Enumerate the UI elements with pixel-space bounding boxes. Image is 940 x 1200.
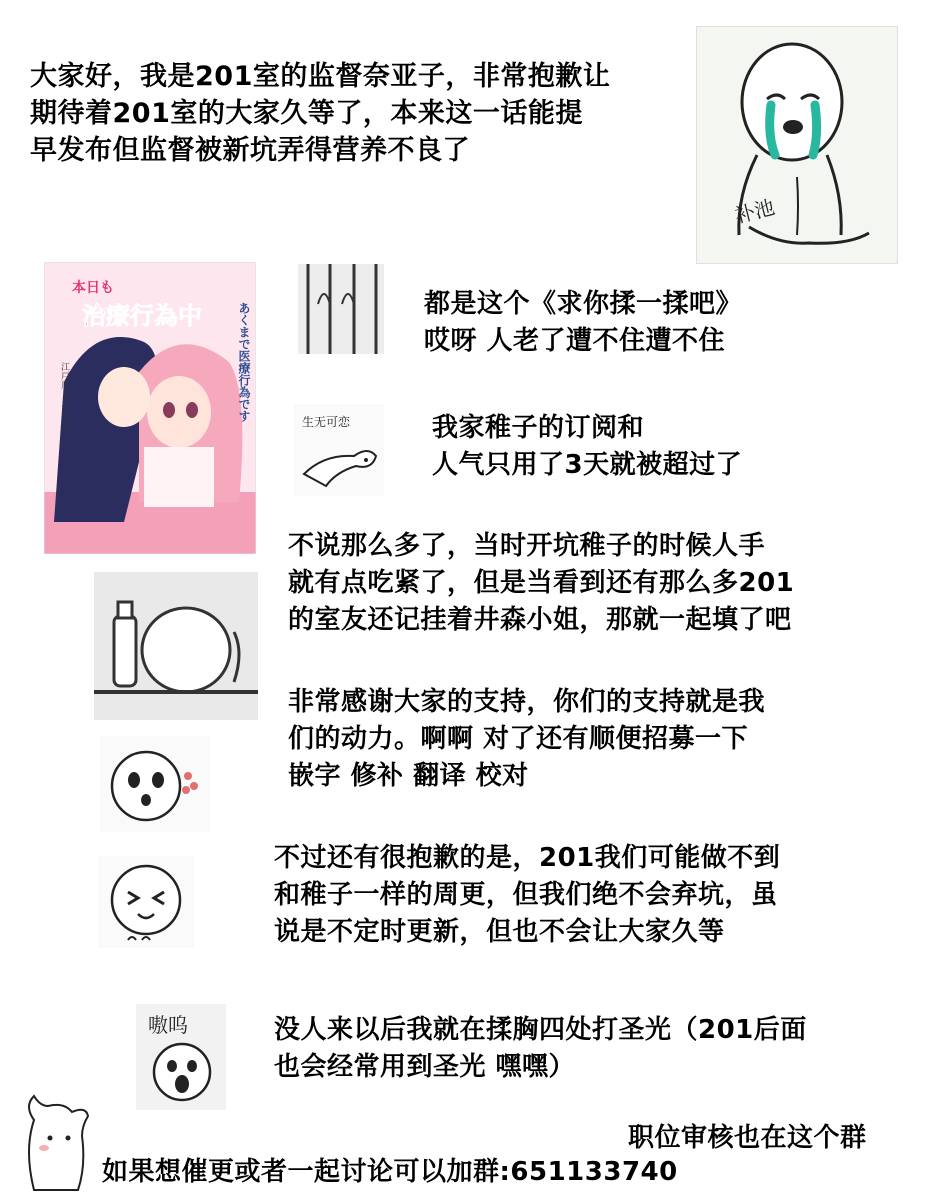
- wuwu-meme-image: [136, 1004, 226, 1110]
- lifeless-meme-caption: 生无可恋: [302, 415, 351, 429]
- intro-line: 期待着201室的大家久等了，本来这一话能提: [30, 98, 583, 129]
- text-block-2: [432, 410, 742, 484]
- intro-text: [30, 58, 610, 169]
- text-line: 不说那么多了，当时开坑稚子的时候人手: [288, 531, 766, 561]
- cover-subtitle: あくまで医療行為です: [237, 302, 251, 422]
- text-line: 就有点吃紧了，但是当看到还有那么多201: [288, 568, 795, 598]
- jail-bars-meme-image: [298, 264, 384, 354]
- text-line: 嵌字 修补 翻译 校对: [288, 761, 529, 791]
- text-block-5: [274, 840, 780, 951]
- text-line: 都是这个《求你揉一揉吧》: [424, 289, 743, 319]
- text-line: 也会经常用到圣光 嘿嘿）: [274, 1052, 576, 1082]
- text-line: 们的动力。啊啊 对了还有顺便招募一下: [288, 724, 749, 754]
- text-line: 和稚子一样的周更，但我们绝不会弃坑，虽: [274, 880, 778, 910]
- squint-face-meme-image: [98, 856, 194, 948]
- text-block-3: [288, 528, 794, 639]
- cover-title-main: 治療行為中: [82, 302, 202, 330]
- crying-meme-image: [696, 26, 898, 264]
- text-block-1: [424, 286, 742, 360]
- round-face-meme-image: [100, 736, 210, 832]
- footer-line-1: 职位审核也在这个群: [628, 1123, 867, 1153]
- text-line: 非常感谢大家的支持，你们的支持就是我: [288, 687, 766, 717]
- cover-title-top: 本日も: [72, 280, 114, 296]
- bottle-meme-image: [94, 572, 258, 720]
- text-line: 人气只用了3天就被超过了: [432, 450, 743, 480]
- text-line: 不过还有很抱歉的是，201我们可能做不到: [274, 843, 781, 873]
- lifeless-meme-image: [294, 404, 384, 496]
- manga-cover-image: [44, 262, 256, 554]
- cover-speech: 江戸川くん…っ♡: [59, 362, 69, 435]
- text-block-6: [274, 1012, 807, 1086]
- intro-line: 大家好，我是201室的监督奈亚子，非常抱歉让: [30, 61, 611, 92]
- text-line: 我家稚子的订阅和: [432, 413, 645, 443]
- text-line: 的室友还记挂着井森小姐，那就一起填了吧: [288, 605, 792, 635]
- intro-line: 早发布但监督被新坑弄得营养不良了: [30, 135, 470, 166]
- ghost-meme-image: [14, 1080, 94, 1194]
- footer-line-2: 如果想催更或者一起讨论可以加群:651133740: [102, 1157, 678, 1187]
- crying-meme-caption: 补池: [732, 194, 778, 228]
- text-block-4: [288, 684, 765, 795]
- text-line: 没人来以后我就在揉胸四处打圣光（201后面: [274, 1015, 807, 1045]
- wuwu-meme-caption: 嗷呜: [148, 1013, 188, 1037]
- text-line: 说是不定时更新，但也不会让大家久等: [274, 917, 725, 947]
- text-line: 哎呀 人老了遭不住遭不住: [424, 326, 726, 356]
